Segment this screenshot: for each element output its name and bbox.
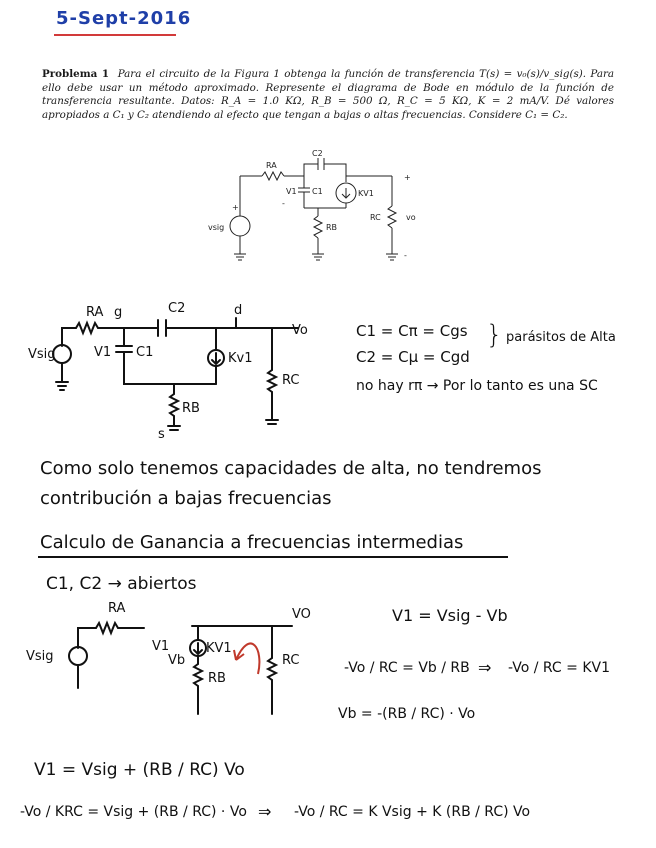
- c2-label-c2: C2: [168, 301, 186, 316]
- c2-label-g: g: [114, 305, 123, 320]
- c2-label-kv1: Kv1: [228, 351, 253, 366]
- c3-label-kv1: KV1: [206, 641, 232, 656]
- page-date: 5-Sept-2016: [56, 8, 192, 29]
- fig1-label-rb: RB: [326, 223, 338, 232]
- c2-label-v1: V1: [94, 345, 112, 360]
- sentence-1: Como solo tenemos capacidades de alta, no tendremos: [40, 458, 542, 479]
- open-caps-note: C1, C2 → abiertos: [46, 574, 197, 594]
- c3-label-vo: VO: [292, 607, 311, 622]
- c2-label-vsig: Vsig: [28, 347, 56, 362]
- fig1-label-ra: RA: [266, 161, 277, 170]
- section-heading: Calculo de Ganancia a frecuencias intermedias: [40, 532, 464, 553]
- eq-v1-definition: V1 = Vsig - Vb: [392, 606, 508, 625]
- fig1-label-minus-out: -: [404, 251, 407, 260]
- note-no-rpi: no hay rπ → Por lo tanto es una SC: [356, 378, 598, 394]
- problem-statement: [42, 68, 614, 122]
- c3-label-ra: RA: [108, 601, 126, 616]
- arrow-implies-2: ⇒: [258, 802, 272, 821]
- eq-kcl-right: -Vo / RC = KV1: [508, 660, 611, 676]
- fig1-label-minus-v1: -: [282, 199, 285, 208]
- c3-label-vb: Vb: [168, 653, 186, 668]
- note-eq-c1: C1 = Cπ = Cgs: [356, 322, 468, 340]
- eq-v1-substituted: V1 = Vsig + (RB / RC) Vo: [34, 760, 245, 780]
- arrow-implies: ⇒: [478, 658, 492, 677]
- handwritten-circuit-3: [24, 598, 324, 728]
- c3-label-v1: V1: [152, 639, 170, 654]
- c2-label-rc: RC: [282, 373, 300, 388]
- c3-label-rb: RB: [208, 671, 226, 686]
- c2-label-s: s: [158, 427, 165, 442]
- fig1-label-vo: vo: [406, 213, 416, 222]
- fig1-label-kv1: KV1: [358, 189, 374, 198]
- sentence-2: contribución a bajas frecuencias: [40, 488, 332, 509]
- c2-label-rb: RB: [182, 401, 200, 416]
- date-underline: [54, 34, 176, 36]
- c3-label-rc: RC: [282, 653, 300, 668]
- eq-final-left: -Vo / KRC = Vsig + (RB / RC) · Vo: [20, 804, 247, 820]
- problem-text: Para el circuito de la Figura 1 obtenga la función de transferencia T(s) = v₀(s)/v_sig(s). Para ello debe usar un método aproximado. Represente el diagrama de Bode en módulo de la función de transferencia resultante. Datos: R_A = 1.0 KΩ, R_B = 500 Ω, R_C = 5 KΩ, K = 2 mA/V. Dé valores apropiados a C₁ y C₂ atendiendo al efecto que tengan a bajas o altas frecuencias. Considere C₁ = C₂.: [42, 68, 615, 121]
- problem-label: Problema 1: [42, 68, 110, 80]
- note-eq-c2: C2 = Cμ = Cgd: [356, 348, 470, 366]
- c2-label-d: d: [234, 303, 243, 318]
- note-brace: }: [486, 320, 503, 350]
- figure-1-circuit: [200, 150, 440, 268]
- c2-label-ra: RA: [86, 305, 104, 320]
- eq-final-right: -Vo / RC = K Vsig + K (RB / RC) Vo: [294, 804, 531, 820]
- fig1-label-vsig: vsig: [208, 223, 225, 232]
- fig1-label-plus-out: +: [404, 173, 411, 182]
- eq-vb: Vb = -(RB / RC) · Vo: [338, 706, 476, 722]
- c3-label-vsig: Vsig: [26, 649, 54, 664]
- heading-underline: [38, 556, 508, 558]
- fig1-label-plus-src: +: [232, 203, 239, 212]
- c2-label-c1: C1: [136, 345, 154, 360]
- eq-kcl-left: -Vo / RC = Vb / RB: [344, 660, 470, 676]
- fig1-label-v1: V1: [286, 187, 297, 196]
- fig1-label-rc: RC: [370, 213, 381, 222]
- c2-label-vo: Vo: [292, 323, 308, 338]
- fig1-label-c1: C1: [312, 187, 323, 196]
- note-parasitic: parásitos de Alta: [506, 330, 616, 345]
- fig1-label-c2: C2: [312, 150, 323, 158]
- handwritten-circuit-2: [28, 298, 328, 448]
